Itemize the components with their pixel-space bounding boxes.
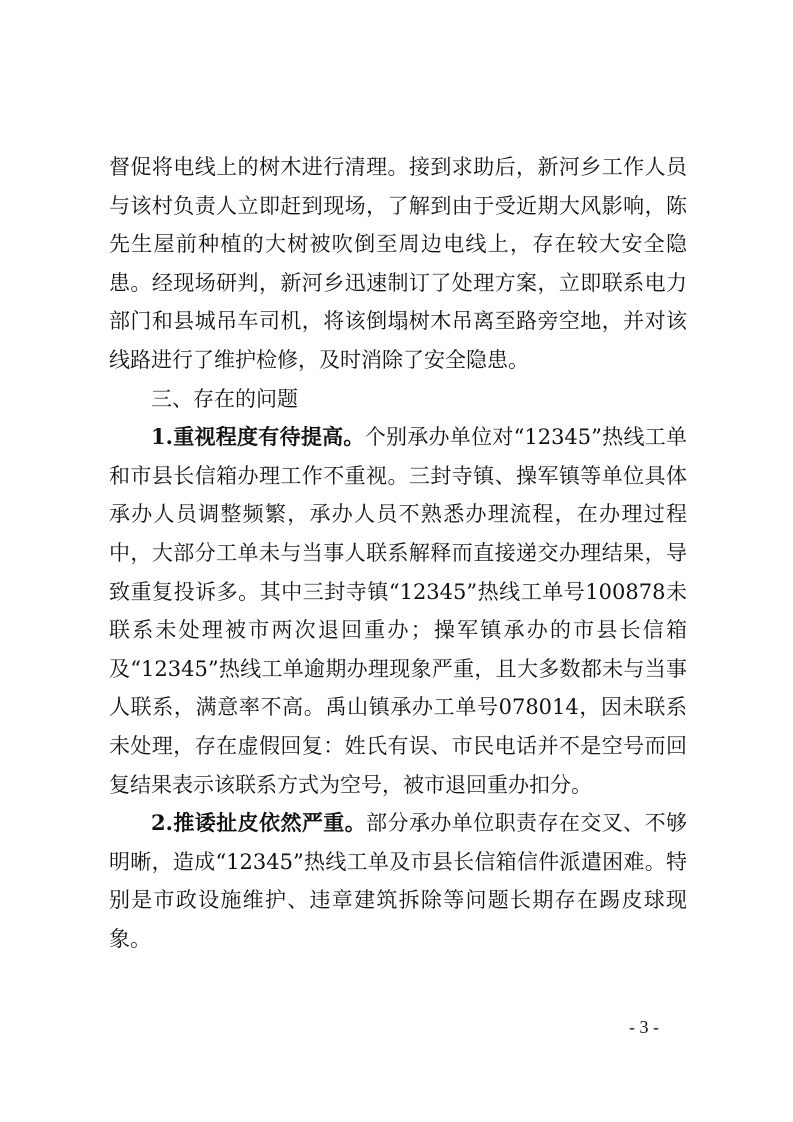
item-1-lead: 1.重视程度有待提高。 [151, 424, 365, 450]
section-heading: 三、存在的问题 [151, 386, 298, 411]
item-1-text: 个别承办单位对“12345”热线工单和市县长信箱办理工作不重视。三封寺镇、操军镇等单位具体承办人员调整频繁，承办人员不熟悉办理流程，在办理过程中，大部分工单未与当事人联系解释而直接递交办理结果，导致重复投诉多。其中三封寺镇“12345”热线工单号100878未联系未处理被市两次退回重办；操军镇承办的市县长信箱及“12345”热线工单逾期办理现象严重，且大多数都未与当事人联系，满意率不高。禹山镇承办工单号078014，因未联系未处理，存在虚假回复：姓氏有误、市民电话并不是空号而回复结果表示该联系方式为空号，被市退回重办扣分。 [109, 425, 687, 797]
page-number: - 3 - [629, 1017, 659, 1037]
paragraph-item-2 [109, 804, 687, 958]
paragraph-item-1 [109, 418, 687, 804]
paragraph-case-description: 督促将电线上的树木进行清理。接到求助后，新河乡工作人员与该村负责人立即赶到现场，了解到由于受近期大风影响，陈先生屋前种植的大树被吹倒至周边电线上，存在较大安全隐患。经现场研判，新河乡迅速制订了处理方案，立即联系电力部门和县城吊车司机，将该倒塌树木吊离至路旁空地，并对该线路进行了维护检修，及时消除了安全隐患。 [109, 155, 687, 372]
document-body [109, 148, 687, 958]
item-2-text: 部分承办单位职责存在交叉、不够明晰，造成“12345”热线工单及市县长信箱信件派遣困难。特别是市政设施维护、违章建筑拆除等问题长期存在踢皮球现象。 [109, 811, 687, 951]
item-2-lead: 2.推诿扯皮依然严重。 [151, 810, 367, 836]
